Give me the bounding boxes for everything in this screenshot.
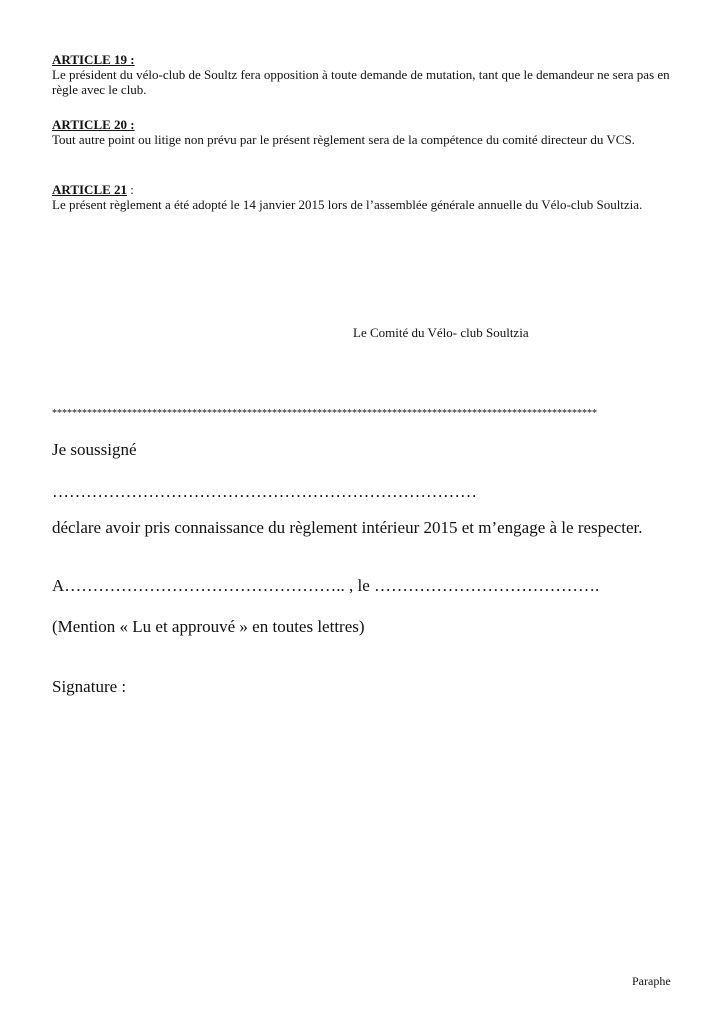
article-20 xyxy=(52,117,692,147)
article-19-colon: : xyxy=(127,52,135,67)
declaration-text: déclare avoir pris connaissance du règlement intérieur 2015 et m’engage à le respecter. xyxy=(52,518,643,537)
article-21-colon: : xyxy=(127,182,134,197)
article-21 xyxy=(52,182,692,212)
signature-label: Signature : xyxy=(52,677,127,696)
undersigned-label: Je soussigné xyxy=(52,440,137,459)
committee-signature: Le Comité du Vélo- club Soultzia xyxy=(353,325,529,340)
separator-line: ************************************************************************************************************* xyxy=(52,408,597,419)
mention-instruction: (Mention « Lu et approuvé » en toutes lettres) xyxy=(52,617,365,636)
article-20-title: ARTICLE 20 xyxy=(52,117,128,132)
article-20-colon: : xyxy=(127,117,135,132)
place-date-field-line[interactable]: A………………………………………….. , le …………………………………. xyxy=(52,576,600,595)
article-21-body: Le présent règlement a été adopté le 14 janvier 2015 lors de l’assemblée générale annuelle du Vélo-club Soultzia. xyxy=(52,197,643,212)
article-19-title: ARTICLE 19 xyxy=(52,52,128,67)
article-20-body: Tout autre point ou litige non prévu par le présent règlement sera de la compétence du comité directeur du VCS. xyxy=(52,132,635,147)
article-19 xyxy=(52,52,692,97)
name-field-line[interactable]: ………………………………………………………………… xyxy=(52,482,477,501)
article-19-body: Le président du vélo-club de Soultz fera opposition à toute demande de mutation, tant que le demandeur ne sera pas en règle avec le club. xyxy=(52,67,670,97)
paraphe-label: Paraphe xyxy=(632,974,671,988)
article-21-title: ARTICLE 21 xyxy=(52,182,128,197)
